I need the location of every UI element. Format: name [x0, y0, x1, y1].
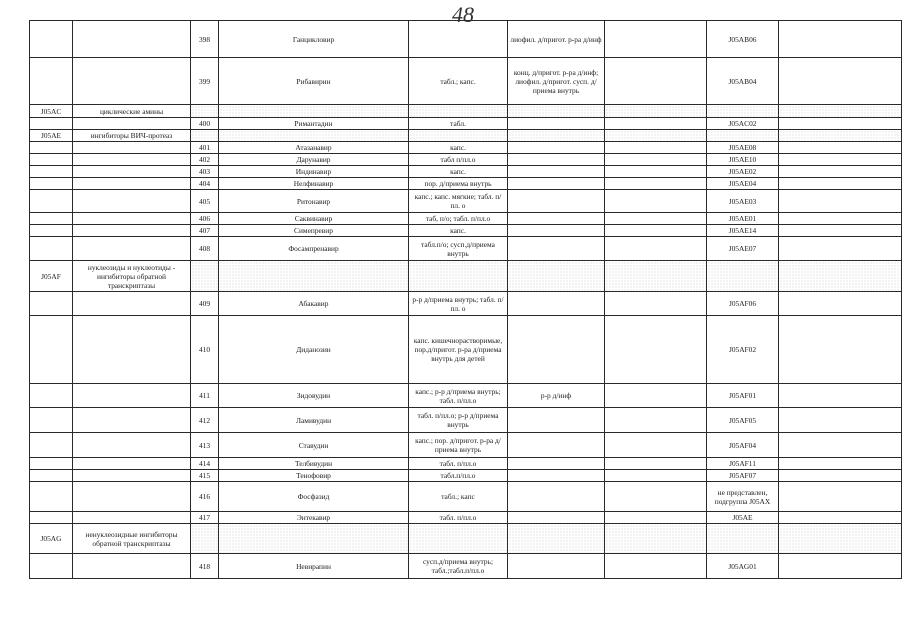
group-cell	[73, 292, 191, 316]
number-cell	[191, 261, 219, 292]
dosage-form-cell: табл п/пл.о	[409, 154, 508, 166]
group-row	[30, 261, 902, 292]
atc-code-cell: J05AF07	[707, 470, 779, 482]
code-cell	[30, 118, 73, 130]
dosage-form-2-cell	[508, 237, 605, 261]
dosage-form-2-cell: лиофил. д/пригот. р-ра д/инф	[508, 21, 605, 58]
code-cell	[30, 433, 73, 458]
dosage-form-2-cell	[508, 261, 605, 292]
empty-cell	[779, 213, 902, 225]
drug-row	[30, 142, 902, 154]
dosage-form-cell: табл. п/пл.о	[409, 458, 508, 470]
number-cell: 412	[191, 408, 219, 433]
group-cell	[73, 21, 191, 58]
group-cell: ненуклеозидные ингибиторы обратной транскриптазы	[73, 524, 191, 554]
drug-name-cell: Телбивудин	[219, 458, 409, 470]
atc-code-cell: J05AF02	[707, 316, 779, 384]
dosage-form-2-cell	[508, 190, 605, 213]
drug-name-cell: Абакавир	[219, 292, 409, 316]
number-cell: 408	[191, 237, 219, 261]
empty-cell	[779, 512, 902, 524]
number-cell: 417	[191, 512, 219, 524]
number-cell: 406	[191, 213, 219, 225]
dosage-form-2-cell	[508, 470, 605, 482]
group-cell	[73, 482, 191, 512]
dosage-form-2-cell	[508, 316, 605, 384]
group-cell	[73, 316, 191, 384]
code-cell	[30, 384, 73, 408]
empty-cell	[779, 384, 902, 408]
empty-cell	[605, 482, 707, 512]
empty-cell	[779, 482, 902, 512]
dosage-form-2-cell	[508, 166, 605, 178]
dosage-form-cell: капс.; р-р д/приема внутрь; табл. п/пл.о	[409, 384, 508, 408]
atc-code-cell: J05AG01	[707, 554, 779, 579]
dosage-form-cell: табл.п/о; сусп.д/приема внутрь	[409, 237, 508, 261]
code-cell	[30, 58, 73, 105]
group-cell	[73, 554, 191, 579]
drug-row	[30, 237, 902, 261]
drug-row	[30, 433, 902, 458]
empty-cell	[779, 58, 902, 105]
dosage-form-cell: капс. кишечнорастворимые, пор.д/пригот. р-ра д/приема внутрь для детей	[409, 316, 508, 384]
atc-code-cell	[707, 130, 779, 142]
empty-cell	[779, 21, 902, 58]
empty-cell	[779, 225, 902, 237]
dosage-form-cell: табл.; капс.	[409, 58, 508, 105]
empty-cell	[605, 524, 707, 554]
dosage-form-2-cell	[508, 142, 605, 154]
dosage-form-2-cell	[508, 408, 605, 433]
drug-name-cell: Ритонавир	[219, 190, 409, 213]
number-cell: 416	[191, 482, 219, 512]
drug-name-cell: Рибавирин	[219, 58, 409, 105]
number-cell: 401	[191, 142, 219, 154]
empty-cell	[605, 225, 707, 237]
dosage-form-2-cell	[508, 433, 605, 458]
drug-row	[30, 316, 902, 384]
group-cell	[73, 154, 191, 166]
code-cell	[30, 482, 73, 512]
empty-cell	[605, 237, 707, 261]
number-cell: 403	[191, 166, 219, 178]
empty-cell	[779, 142, 902, 154]
atc-code-cell: не представлен, подгруппа J05AX	[707, 482, 779, 512]
drug-row	[30, 384, 902, 408]
dosage-form-cell: табл. п/пл.о	[409, 512, 508, 524]
dosage-form-cell	[409, 261, 508, 292]
group-cell	[73, 190, 191, 213]
dosage-form-2-cell	[508, 512, 605, 524]
number-cell	[191, 105, 219, 118]
number-cell: 413	[191, 433, 219, 458]
atc-code-cell	[707, 261, 779, 292]
atc-code-cell: J05AE14	[707, 225, 779, 237]
drug-name-cell: Невирапин	[219, 554, 409, 579]
atc-code-cell: J05AF01	[707, 384, 779, 408]
drug-name-cell: Саквинавир	[219, 213, 409, 225]
atc-code-cell: J05AF04	[707, 433, 779, 458]
drug-name-cell	[219, 524, 409, 554]
group-cell	[73, 237, 191, 261]
drug-name-cell: Римантадин	[219, 118, 409, 130]
empty-cell	[779, 105, 902, 118]
empty-cell	[605, 130, 707, 142]
empty-cell	[605, 178, 707, 190]
number-cell: 398	[191, 21, 219, 58]
code-cell: J05AF	[30, 261, 73, 292]
group-row	[30, 524, 902, 554]
empty-cell	[779, 166, 902, 178]
number-cell: 400	[191, 118, 219, 130]
group-cell	[73, 58, 191, 105]
code-cell	[30, 178, 73, 190]
empty-cell	[605, 433, 707, 458]
empty-cell	[779, 554, 902, 579]
number-cell: 415	[191, 470, 219, 482]
code-cell	[30, 142, 73, 154]
number-cell: 404	[191, 178, 219, 190]
group-row	[30, 105, 902, 118]
empty-cell	[779, 470, 902, 482]
empty-cell	[779, 190, 902, 213]
code-cell	[30, 21, 73, 58]
empty-cell	[605, 554, 707, 579]
drug-name-cell: Диданозин	[219, 316, 409, 384]
dosage-form-cell	[409, 524, 508, 554]
dosage-form-2-cell	[508, 554, 605, 579]
group-cell	[73, 433, 191, 458]
dosage-form-cell	[409, 105, 508, 118]
group-cell	[73, 166, 191, 178]
dosage-form-cell: капс.; капс. мягкие; табл. п/пл. о	[409, 190, 508, 213]
dosage-form-2-cell: р-р д/инф	[508, 384, 605, 408]
empty-cell	[779, 154, 902, 166]
empty-cell	[605, 512, 707, 524]
group-cell	[73, 458, 191, 470]
code-cell	[30, 225, 73, 237]
drug-list-body	[30, 21, 902, 579]
atc-code-cell: J05AE10	[707, 154, 779, 166]
code-cell	[30, 237, 73, 261]
empty-cell	[605, 261, 707, 292]
group-cell: ингибиторы ВИЧ-протеаз	[73, 130, 191, 142]
dosage-form-cell: капс.	[409, 166, 508, 178]
atc-code-cell: J05AE02	[707, 166, 779, 178]
group-cell	[73, 142, 191, 154]
empty-cell	[779, 118, 902, 130]
drug-row	[30, 225, 902, 237]
empty-cell	[605, 384, 707, 408]
code-cell	[30, 316, 73, 384]
code-cell	[30, 154, 73, 166]
code-cell	[30, 190, 73, 213]
drug-row	[30, 482, 902, 512]
number-cell: 402	[191, 154, 219, 166]
drug-row	[30, 458, 902, 470]
dosage-form-cell: табл. п/пл.о; р-р д/приема внутрь	[409, 408, 508, 433]
number-cell	[191, 524, 219, 554]
code-cell	[30, 213, 73, 225]
drug-row	[30, 21, 902, 58]
dosage-form-2-cell	[508, 524, 605, 554]
drug-row	[30, 190, 902, 213]
drug-row	[30, 292, 902, 316]
dosage-form-2-cell	[508, 213, 605, 225]
code-cell	[30, 292, 73, 316]
atc-code-cell: J05AE01	[707, 213, 779, 225]
dosage-form-cell: сусп.д/приема внутрь; табл.;табл.п/пл.о	[409, 554, 508, 579]
number-cell: 409	[191, 292, 219, 316]
atc-code-cell: J05AE03	[707, 190, 779, 213]
drug-name-cell: Индинавир	[219, 166, 409, 178]
dosage-form-2-cell	[508, 225, 605, 237]
drug-name-cell: Зидовудин	[219, 384, 409, 408]
drug-name-cell	[219, 261, 409, 292]
group-cell	[73, 118, 191, 130]
number-cell: 410	[191, 316, 219, 384]
drug-name-cell	[219, 130, 409, 142]
drug-row	[30, 118, 902, 130]
atc-code-cell: J05AE08	[707, 142, 779, 154]
atc-code-cell: J05AF05	[707, 408, 779, 433]
group-row	[30, 130, 902, 142]
dosage-form-2-cell	[508, 292, 605, 316]
empty-cell	[605, 458, 707, 470]
drug-row	[30, 408, 902, 433]
dosage-form-cell: табл.	[409, 118, 508, 130]
group-cell: циклические амины	[73, 105, 191, 118]
dosage-form-2-cell: конц. д/пригот. р-ра д/инф; лиофил. д/пригот. сусп. д/приема внутрь	[508, 58, 605, 105]
atc-code-cell: J05AE	[707, 512, 779, 524]
group-cell	[73, 408, 191, 433]
drug-row	[30, 154, 902, 166]
drug-name-cell: Ганцикловир	[219, 21, 409, 58]
group-cell	[73, 470, 191, 482]
empty-cell	[605, 105, 707, 118]
drug-row	[30, 58, 902, 105]
group-cell	[73, 384, 191, 408]
drug-row	[30, 512, 902, 524]
atc-code-cell: J05AF06	[707, 292, 779, 316]
code-cell	[30, 470, 73, 482]
page-number: 48	[452, 2, 474, 27]
dosage-form-cell: таб, п/о; табл. п/пл.о	[409, 213, 508, 225]
drug-name-cell: Энтекавир	[219, 512, 409, 524]
dosage-form-2-cell	[508, 482, 605, 512]
dosage-form-cell: р-р д/приема внутрь; табл. п/пл. о	[409, 292, 508, 316]
drug-row	[30, 470, 902, 482]
atc-code-cell: J05AF11	[707, 458, 779, 470]
drug-name-cell: Ставудин	[219, 433, 409, 458]
empty-cell	[605, 408, 707, 433]
empty-cell	[779, 524, 902, 554]
dosage-form-2-cell	[508, 154, 605, 166]
number-cell: 399	[191, 58, 219, 105]
empty-cell	[779, 261, 902, 292]
code-cell	[30, 458, 73, 470]
code-cell	[30, 408, 73, 433]
code-cell: J05AG	[30, 524, 73, 554]
drug-name-cell: Тенофовир	[219, 470, 409, 482]
drug-name-cell: Атазанавир	[219, 142, 409, 154]
atc-code-cell: J05AC02	[707, 118, 779, 130]
number-cell: 411	[191, 384, 219, 408]
drug-name-cell: Фосампренавир	[219, 237, 409, 261]
dosage-form-2-cell	[508, 178, 605, 190]
group-cell	[73, 512, 191, 524]
number-cell: 405	[191, 190, 219, 213]
empty-cell	[779, 458, 902, 470]
empty-cell	[779, 130, 902, 142]
dosage-form-2-cell	[508, 130, 605, 142]
atc-code-cell: J05AE04	[707, 178, 779, 190]
number-cell: 414	[191, 458, 219, 470]
empty-cell	[605, 166, 707, 178]
code-cell	[30, 512, 73, 524]
dosage-form-cell: пор. д/приема внутрь	[409, 178, 508, 190]
drug-name-cell	[219, 105, 409, 118]
empty-cell	[779, 237, 902, 261]
empty-cell	[779, 178, 902, 190]
drug-list-table	[29, 20, 902, 579]
dosage-form-2-cell	[508, 105, 605, 118]
code-cell: J05AE	[30, 130, 73, 142]
drug-name-cell: Дарунавир	[219, 154, 409, 166]
code-cell	[30, 554, 73, 579]
dosage-form-2-cell	[508, 118, 605, 130]
empty-cell	[605, 142, 707, 154]
atc-code-cell	[707, 105, 779, 118]
empty-cell	[605, 470, 707, 482]
atc-code-cell: J05AB04	[707, 58, 779, 105]
empty-cell	[779, 292, 902, 316]
empty-cell	[605, 58, 707, 105]
empty-cell	[605, 292, 707, 316]
empty-cell	[605, 213, 707, 225]
drug-name-cell: Фосфазид	[219, 482, 409, 512]
group-cell	[73, 213, 191, 225]
group-cell	[73, 178, 191, 190]
drug-name-cell: Нелфинавир	[219, 178, 409, 190]
empty-cell	[605, 21, 707, 58]
dosage-form-cell	[409, 21, 508, 58]
empty-cell	[779, 408, 902, 433]
group-cell	[73, 225, 191, 237]
group-cell: нуклеозиды и нуклеотиды - ингибиторы обратной транскриптазы	[73, 261, 191, 292]
dosage-form-cell	[409, 130, 508, 142]
number-cell: 407	[191, 225, 219, 237]
dosage-form-2-cell	[508, 458, 605, 470]
empty-cell	[779, 316, 902, 384]
code-cell	[30, 166, 73, 178]
drug-row	[30, 213, 902, 225]
drug-name-cell: Симепревир	[219, 225, 409, 237]
drug-row	[30, 178, 902, 190]
dosage-form-cell: капс.	[409, 225, 508, 237]
dosage-form-cell: капс.	[409, 142, 508, 154]
empty-cell	[605, 118, 707, 130]
atc-code-cell: J05AB06	[707, 21, 779, 58]
number-cell	[191, 130, 219, 142]
dosage-form-cell: табл.; капс	[409, 482, 508, 512]
empty-cell	[605, 154, 707, 166]
drug-row	[30, 554, 902, 579]
drug-row	[30, 166, 902, 178]
drug-name-cell: Ламивудин	[219, 408, 409, 433]
empty-cell	[779, 433, 902, 458]
code-cell: J05AC	[30, 105, 73, 118]
dosage-form-cell: табл.п/пл.о	[409, 470, 508, 482]
atc-code-cell	[707, 524, 779, 554]
empty-cell	[605, 190, 707, 213]
number-cell: 418	[191, 554, 219, 579]
atc-code-cell: J05AE07	[707, 237, 779, 261]
empty-cell	[605, 316, 707, 384]
dosage-form-cell: капс.; пор. д/пригот. р-ра д/приема внутрь	[409, 433, 508, 458]
